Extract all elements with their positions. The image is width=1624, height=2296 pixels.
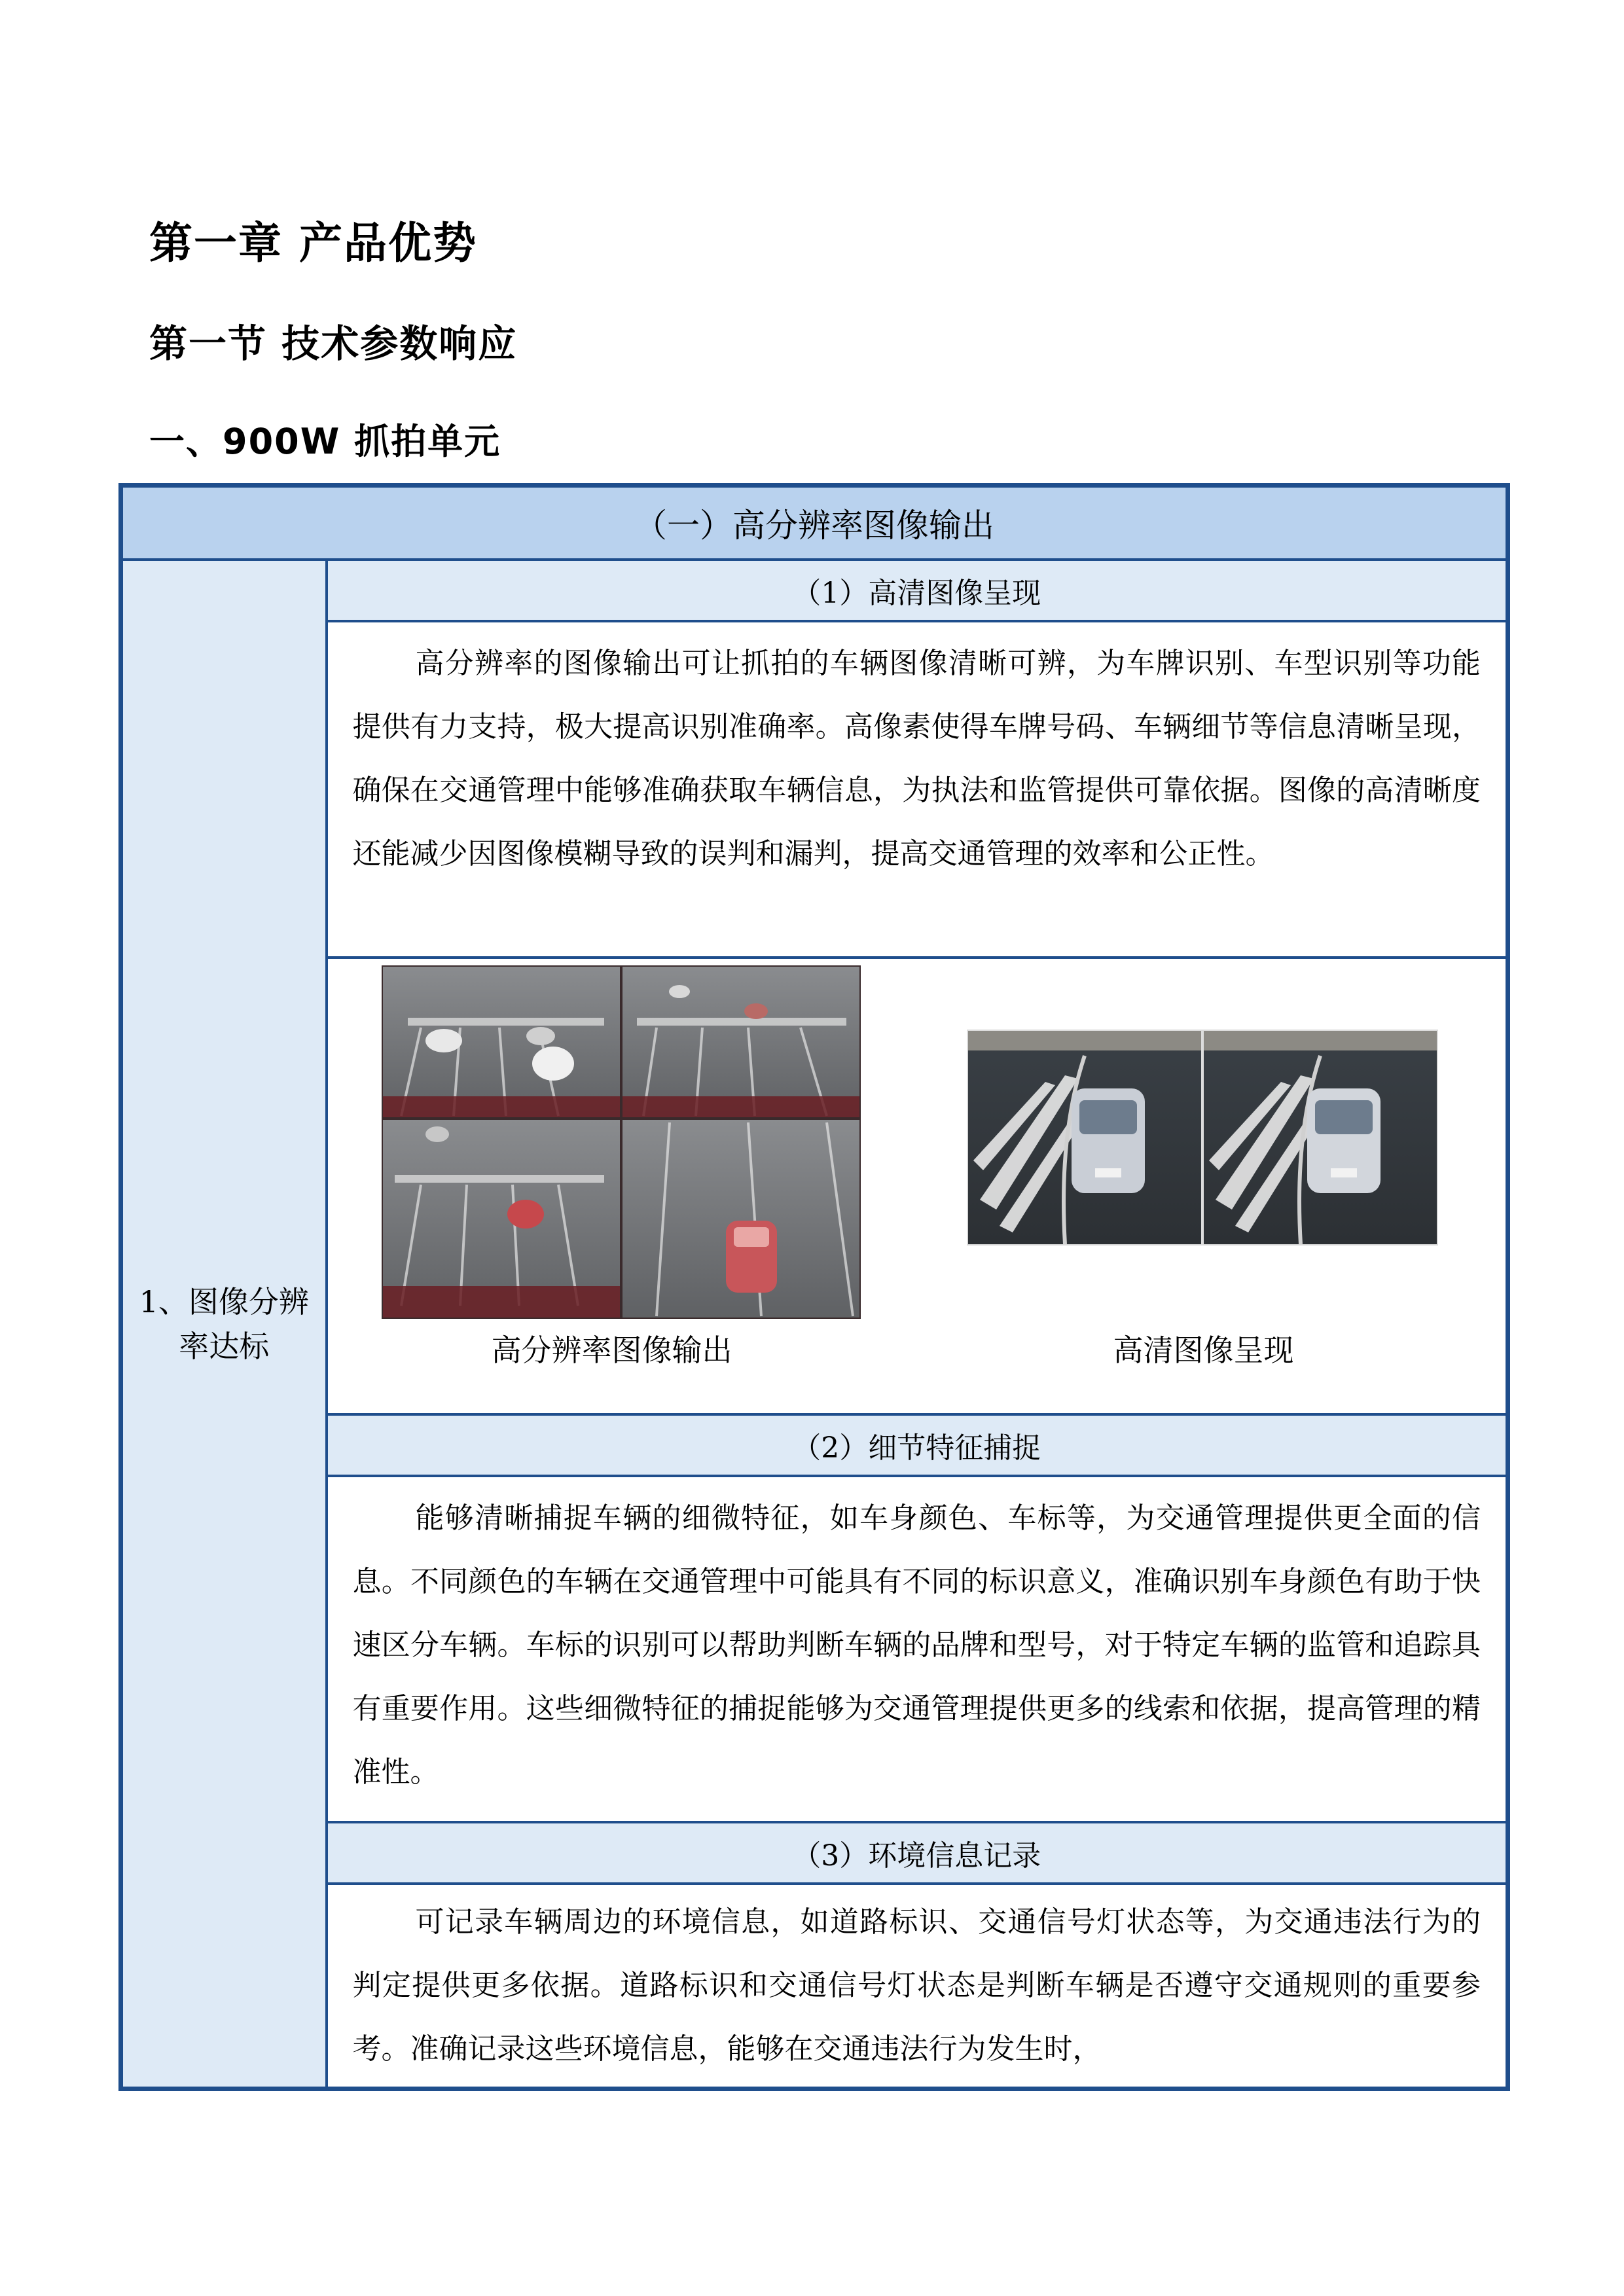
row-label: 1、图像分辨率达标	[121, 560, 327, 2089]
left-figure-caption: 高分辨率图像输出	[491, 1333, 732, 1368]
table-header: （一）高分辨率图像输出	[121, 486, 1508, 560]
figure-row	[327, 958, 1508, 1414]
table-header-row	[121, 486, 1508, 560]
right-figure-caption: 高清图像呈现	[1113, 1333, 1294, 1368]
block-1-title: （1）高清图像呈现	[327, 560, 1508, 621]
hd-vehicle-image	[967, 1030, 1438, 1246]
block-2-text: 能够清晰捕捉车辆的细微特征，如车身颜色、车标等，为交通管理提供更全面的信息。不同颜色的车辆在交通管理中可能具有不同的标识意义，准确识别车身颜色有助于快速区分车辆。车标的识别可以帮助判断车辆的品牌和型号，对于特定车辆的监管和追踪具有重要作用。这些细微特征的捕捉能够为交通管理提供更多的线索和依据，提高管理的精准性。	[327, 1476, 1508, 1822]
block-3-text: 可记录车辆周边的环境信息，如道路标识、交通信号灯状态等，为交通违法行为的判定提供更多依据。道路标识和交通信号灯状态是判断车辆是否遵守交通规则的重要参考。准确记录这些环境信息，能够在交通违法行为发生时，	[327, 1884, 1508, 2089]
chapter-title: 第一章 产品优势	[149, 218, 477, 268]
section-title: 第一节 技术参数响应	[149, 321, 518, 366]
spec-table	[118, 483, 1510, 2091]
block-2-title: （2）细节特征捕捉	[327, 1414, 1508, 1476]
block-1-text: 高分辨率的图像输出可让抓拍的车辆图像清晰可辨，为车牌识别、车型识别等功能提供有力支持，极大提高识别准确率。高像素使得车牌号码、车辆细节等信息清晰呈现，确保在交通管理中能够准确获取车辆信息，为执法和监管提供可靠依据。图像的高清晰度还能减少因图像模糊导致的误判和漏判，提高交通管理的效率和公正性。	[327, 621, 1508, 958]
block-3-title: （3）环境信息记录	[327, 1822, 1508, 1884]
subsection-title: 一、900W 抓拍单元	[149, 421, 501, 462]
traffic-grid-image	[382, 965, 861, 1319]
